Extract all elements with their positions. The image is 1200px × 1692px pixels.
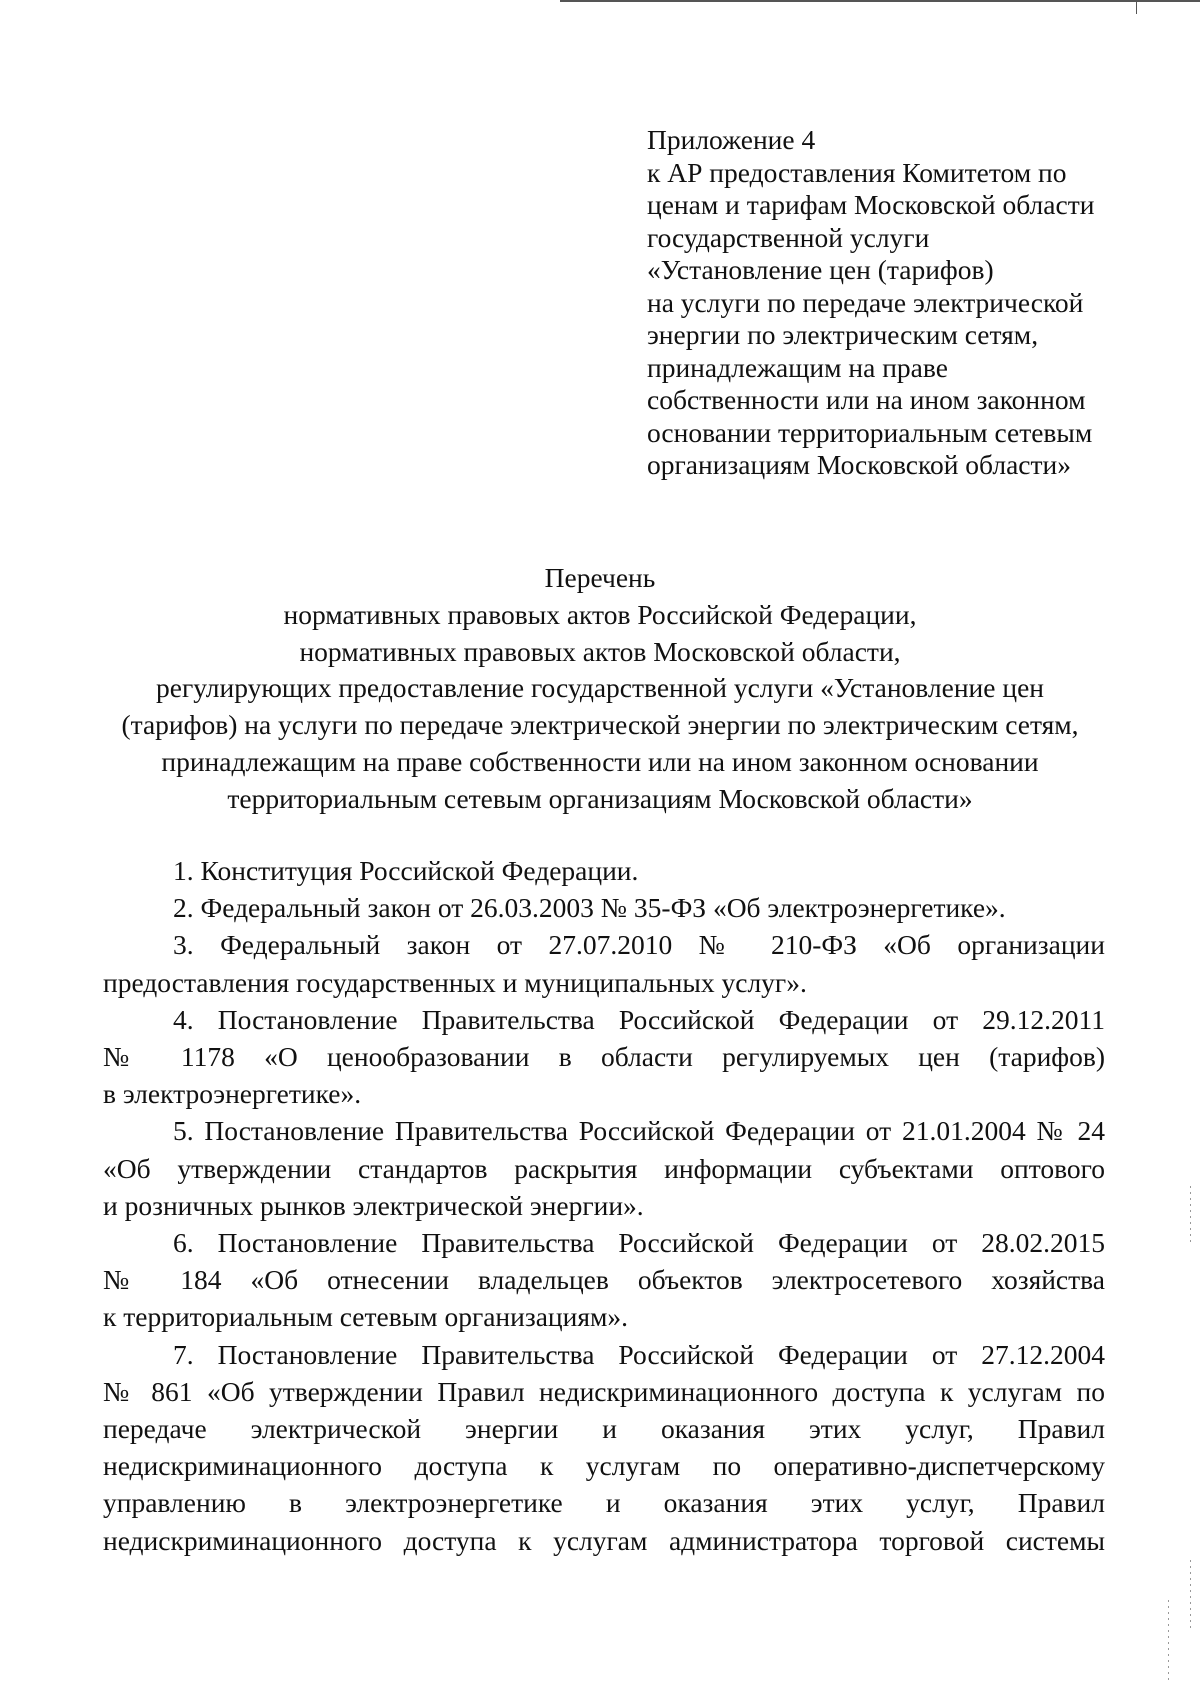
list-item-line: 1. Конституция Российской Федерации. xyxy=(173,855,639,886)
list-item-line: 6. Постановление Правительства Российской Федерации от 28.02.2015 xyxy=(173,1227,1105,1259)
title-line: регулирующих предоставление государственной услуги «Установление цен xyxy=(155,672,1044,704)
appendix-line: на услуги по передаче электрической xyxy=(647,286,1084,318)
list-item-line: 2. Федеральный закон от 26.03.2003 № 35-ФЗ «Об электроэнергетике». xyxy=(173,892,1006,924)
document-title xyxy=(80,560,1120,818)
list-item xyxy=(103,1001,1105,1113)
list-item-line: № 861 «Об утверждении Правил недискриминационного доступа к услугам по xyxy=(103,1375,1105,1407)
title-line: (тарифов) на услуги по передаче электрической энергии по электрическим сетям, xyxy=(121,709,1079,741)
list-item-line: и розничных рынков электрической энергии». xyxy=(103,1189,644,1221)
appendix-line: энергии по электрическим сетям, xyxy=(647,319,1039,350)
list-item-line: № 1178 «О ценообразовании в области регулируемых цен (тарифов) xyxy=(103,1041,1105,1073)
title-line: нормативных правовых актов Российской Федерации, xyxy=(283,598,917,630)
scan-artifact-mark xyxy=(1190,1186,1191,1246)
scan-artifact-mark xyxy=(1168,1600,1169,1680)
legal-acts-list xyxy=(103,852,1105,1559)
list-item xyxy=(103,1336,1105,1559)
list-item xyxy=(103,1112,1105,1224)
appendix-line: «Установление цен (тарифов) xyxy=(647,254,994,285)
list-item-line: предоставления государственных и муниципальных услуг». xyxy=(103,966,807,998)
list-item-line: «Об утверждении стандартов раскрытия информации субъектами оптового xyxy=(103,1152,1105,1184)
list-item-line: в электроэнергетике». xyxy=(103,1078,362,1110)
scan-top-edge-line xyxy=(560,0,1200,2)
title-line: принадлежащим на праве собственности или на ином законном основании xyxy=(161,745,1039,777)
scan-edge-tick xyxy=(1136,0,1137,14)
appendix-line: собственности или на ином законном xyxy=(647,384,1086,415)
list-item xyxy=(103,889,1105,926)
list-item-line: к территориальным сетевым организациям». xyxy=(103,1301,629,1333)
list-item-line: недискриминационного доступа к услугам по оперативно-диспетчерскому xyxy=(103,1450,1105,1482)
list-item-line: недискриминационного доступа к услугам администратора торговой системы xyxy=(103,1524,1105,1556)
appendix-line: принадлежащим на праве xyxy=(647,351,948,383)
title-line: территориальным сетевым организациям Московской области» xyxy=(227,782,973,814)
appendix-line: государственной услуги xyxy=(647,221,930,253)
list-item-line: 7. Постановление Правительства Российской Федерации от 27.12.2004 xyxy=(173,1338,1105,1370)
scan-artifact-mark xyxy=(1190,1560,1191,1630)
appendix-line: к АР предоставления Комитетом по xyxy=(647,156,1067,188)
title-line: Перечень xyxy=(544,562,656,593)
appendix-line: Приложение 4 xyxy=(647,124,816,155)
list-item xyxy=(103,926,1105,1000)
list-item xyxy=(103,1224,1105,1336)
list-item-line: № 184 «Об отнесении владельцев объектов электросетевого хозяйства xyxy=(103,1264,1105,1296)
appendix-line: ценам и тарифам Московской области xyxy=(647,189,1095,220)
appendix-line: организациям Московской области» xyxy=(647,449,1071,480)
appendix-header xyxy=(647,124,1167,482)
list-item-line: 5. Постановление Правительства Российской Федерации от 21.01.2004 № 24 xyxy=(173,1115,1105,1147)
title-line: нормативных правовых актов Московской области, xyxy=(299,635,901,667)
list-item xyxy=(103,852,1105,889)
appendix-line: основании территориальным сетевым xyxy=(647,416,1093,448)
list-item-line: передаче электрической энергии и оказания этих услуг, Правил xyxy=(103,1413,1105,1445)
list-item-line: 4. Постановление Правительства Российской Федерации от 29.12.2011 xyxy=(173,1003,1105,1035)
list-item-line: 3. Федеральный закон от 27.07.2010 № 210-ФЗ «Об организации xyxy=(173,929,1105,961)
list-item-line: управлению в электроэнергетике и оказания этих услуг, Правил xyxy=(103,1487,1105,1519)
